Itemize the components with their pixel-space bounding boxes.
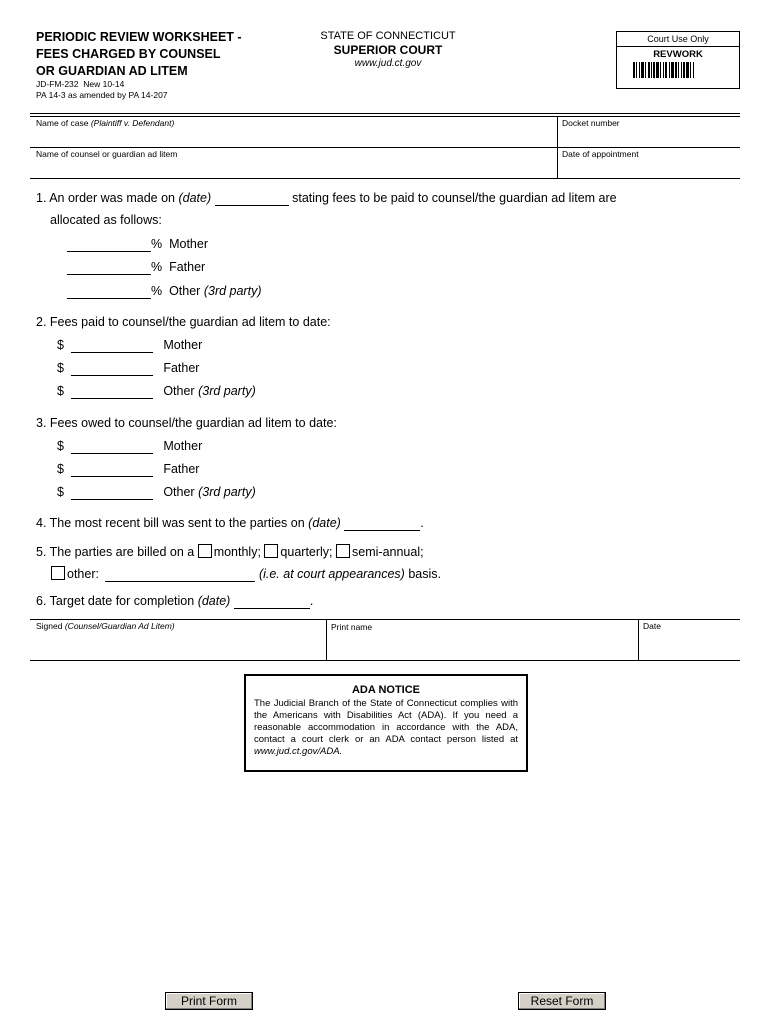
q4-line bbox=[36, 516, 424, 531]
q3-mother-label: Mother bbox=[163, 439, 203, 453]
docket-label: Docket number bbox=[562, 118, 620, 128]
court-use-box bbox=[616, 31, 740, 89]
q1-mother-label: Mother bbox=[169, 237, 208, 251]
q3-third-party-hint: (3rd party) bbox=[198, 485, 256, 499]
monthly-checkbox[interactable] bbox=[198, 544, 212, 558]
dollar-sign: $ bbox=[57, 439, 64, 453]
q5-basis: basis. bbox=[408, 567, 441, 581]
date-label: Date bbox=[643, 621, 661, 631]
q2-other-row bbox=[57, 384, 256, 399]
q6-period: . bbox=[309, 594, 314, 608]
header-rule-top bbox=[30, 113, 740, 114]
q1-line bbox=[36, 191, 617, 206]
court-website: www.jud.ct.gov bbox=[354, 58, 422, 69]
q1-father-label: Father bbox=[169, 260, 206, 274]
court-use-code: REVWORK bbox=[653, 49, 703, 60]
court-name: SUPERIOR COURT bbox=[333, 43, 443, 57]
q2-other-amount-field[interactable] bbox=[71, 386, 153, 399]
q6-date-hint: (date) bbox=[197, 594, 231, 608]
q2-text: 2. Fees paid to counsel/the guardian ad litem to date: bbox=[36, 315, 331, 329]
court-heading bbox=[300, 30, 476, 70]
q4-date-hint: (date) bbox=[308, 516, 341, 530]
fields-rule-2 bbox=[30, 178, 740, 179]
q3-other-label: Other bbox=[163, 485, 195, 499]
state-name: STATE OF CONNECTICUT bbox=[320, 30, 456, 42]
signature-rule-bottom bbox=[30, 660, 740, 661]
header-rule-bottom bbox=[30, 116, 740, 117]
case-name-field[interactable] bbox=[36, 129, 554, 145]
q1-text-a: 1. An order was made on bbox=[36, 191, 175, 205]
q1-other-row bbox=[67, 284, 261, 299]
title-line-2: FEES CHARGED BY COUNSEL bbox=[36, 47, 221, 61]
fields-rule-1 bbox=[30, 147, 740, 148]
q1-father-percent-field[interactable] bbox=[67, 262, 151, 275]
q6-text: 6. Target date for completion bbox=[36, 594, 195, 608]
ada-link[interactable]: www.jud.ct.gov/ADA. bbox=[254, 746, 343, 757]
q2-third-party-hint: (3rd party) bbox=[198, 384, 256, 398]
q1-other-percent-field[interactable] bbox=[67, 286, 151, 299]
q1-third-party-hint: (3rd party) bbox=[203, 284, 262, 298]
q1-mother-row bbox=[67, 237, 208, 252]
q3-father-amount-field[interactable] bbox=[71, 464, 153, 477]
q3-other-row bbox=[57, 485, 256, 500]
q3-mother-row bbox=[57, 439, 202, 454]
counsel-name-label: Name of counsel or guardian ad litem bbox=[36, 149, 178, 159]
reset-form-button[interactable]: Reset Form bbox=[518, 992, 606, 1010]
quarterly-checkbox[interactable] bbox=[264, 544, 278, 558]
percent-sign: % bbox=[151, 260, 163, 274]
q6-line bbox=[36, 594, 313, 609]
barcode-graphic bbox=[633, 62, 723, 78]
title-line-1: PERIODIC REVIEW WORKSHEET - bbox=[36, 30, 242, 44]
signature-divider-1 bbox=[326, 619, 327, 660]
title-line-3: OR GUARDIAN AD LITEM bbox=[36, 64, 188, 78]
docket-number-field[interactable] bbox=[562, 129, 736, 145]
print-name-label: Print name bbox=[331, 622, 373, 632]
q5-hint: (i.e. at court appearances) bbox=[258, 567, 405, 581]
q4-period: . bbox=[420, 516, 424, 530]
signed-label bbox=[36, 621, 175, 631]
dollar-sign: $ bbox=[57, 462, 64, 476]
q3-other-amount-field[interactable] bbox=[71, 487, 153, 500]
q2-mother-amount-field[interactable] bbox=[71, 340, 153, 353]
q3-father-label: Father bbox=[163, 462, 200, 476]
q2-other-label: Other bbox=[163, 384, 195, 398]
form-title bbox=[36, 29, 242, 80]
q1-mother-percent-field[interactable] bbox=[67, 239, 151, 252]
q1-other-label: Other bbox=[169, 284, 201, 298]
other-label: other: bbox=[67, 567, 99, 581]
form-id: JD-FM-232 New 10-14 bbox=[36, 79, 125, 89]
dollar-sign: $ bbox=[57, 338, 64, 352]
statute-reference: PA 14-3 as amended by PA 14-207 bbox=[36, 90, 168, 100]
q4-text: 4. The most recent bill was sent to the parties on bbox=[36, 516, 305, 530]
print-form-button[interactable]: Print Form bbox=[165, 992, 253, 1010]
percent-sign: % bbox=[151, 237, 163, 251]
q2-father-row bbox=[57, 361, 199, 376]
q1-allocated-text: allocated as follows: bbox=[50, 213, 162, 227]
semi-annual-label: semi-annual; bbox=[352, 545, 424, 559]
appointment-date-field[interactable] bbox=[562, 160, 736, 176]
percent-sign: % bbox=[151, 284, 163, 298]
q2-mother-label: Mother bbox=[163, 338, 203, 352]
dollar-sign: $ bbox=[57, 361, 64, 375]
q3-father-row bbox=[57, 462, 199, 477]
case-name-label bbox=[36, 118, 174, 128]
signature-divider-2 bbox=[638, 619, 639, 660]
q3-mother-amount-field[interactable] bbox=[71, 441, 153, 454]
q5-line bbox=[36, 544, 424, 560]
q2-father-label: Father bbox=[163, 361, 200, 375]
q1-order-date-field[interactable] bbox=[215, 193, 289, 206]
counsel-name-field[interactable] bbox=[36, 160, 554, 176]
q1-date-hint: (date) bbox=[178, 191, 212, 205]
signed-hint: (Counsel/Guardian Ad Litem) bbox=[64, 621, 175, 631]
quarterly-label: quarterly; bbox=[280, 545, 333, 559]
q5-text: 5. The parties are billed on a bbox=[36, 545, 195, 559]
court-use-label: Court Use Only bbox=[617, 32, 739, 47]
case-name-hint: (Plaintiff v. Defendant) bbox=[90, 118, 175, 128]
other-billing-field[interactable] bbox=[105, 569, 255, 582]
signature-field[interactable] bbox=[36, 633, 322, 657]
semi-annual-checkbox[interactable] bbox=[336, 544, 350, 558]
q3-text: 3. Fees owed to counsel/the guardian ad litem to date: bbox=[36, 416, 337, 430]
appointment-date-label: Date of appointment bbox=[562, 149, 639, 159]
print-name-field[interactable] bbox=[331, 634, 635, 658]
barcode-bar bbox=[694, 62, 696, 78]
dollar-sign: $ bbox=[57, 384, 64, 398]
q1-text-b: stating fees to be paid to counsel/the guardian ad litem are bbox=[292, 191, 617, 205]
dollar-sign: $ bbox=[57, 485, 64, 499]
q4-bill-date-field[interactable] bbox=[344, 518, 420, 531]
q2-father-amount-field[interactable] bbox=[71, 363, 153, 376]
case-name-label-text: Name of case bbox=[36, 118, 89, 128]
form-id-block bbox=[36, 79, 168, 101]
q5-other-line bbox=[51, 566, 441, 582]
ada-title: ADA NOTICE bbox=[351, 684, 421, 696]
signature-date-field[interactable] bbox=[643, 633, 737, 657]
monthly-label: monthly; bbox=[213, 545, 261, 559]
signature-rule-top bbox=[30, 619, 740, 620]
q6-target-date-field[interactable] bbox=[234, 596, 310, 609]
other-checkbox[interactable] bbox=[51, 566, 65, 580]
q1-father-row bbox=[67, 260, 205, 275]
signed-label-text: Signed bbox=[36, 621, 63, 631]
ada-body-text: The Judicial Branch of the State of Connecticut complies with the Americans with Disabilities Act (ADA). If you need a reasonable accommodation in accordance with the ADA, contact a court clerk or an ADA contact person listed at bbox=[254, 698, 518, 745]
ada-body bbox=[246, 698, 526, 758]
q2-mother-row bbox=[57, 338, 202, 353]
ada-notice-box bbox=[244, 674, 528, 772]
